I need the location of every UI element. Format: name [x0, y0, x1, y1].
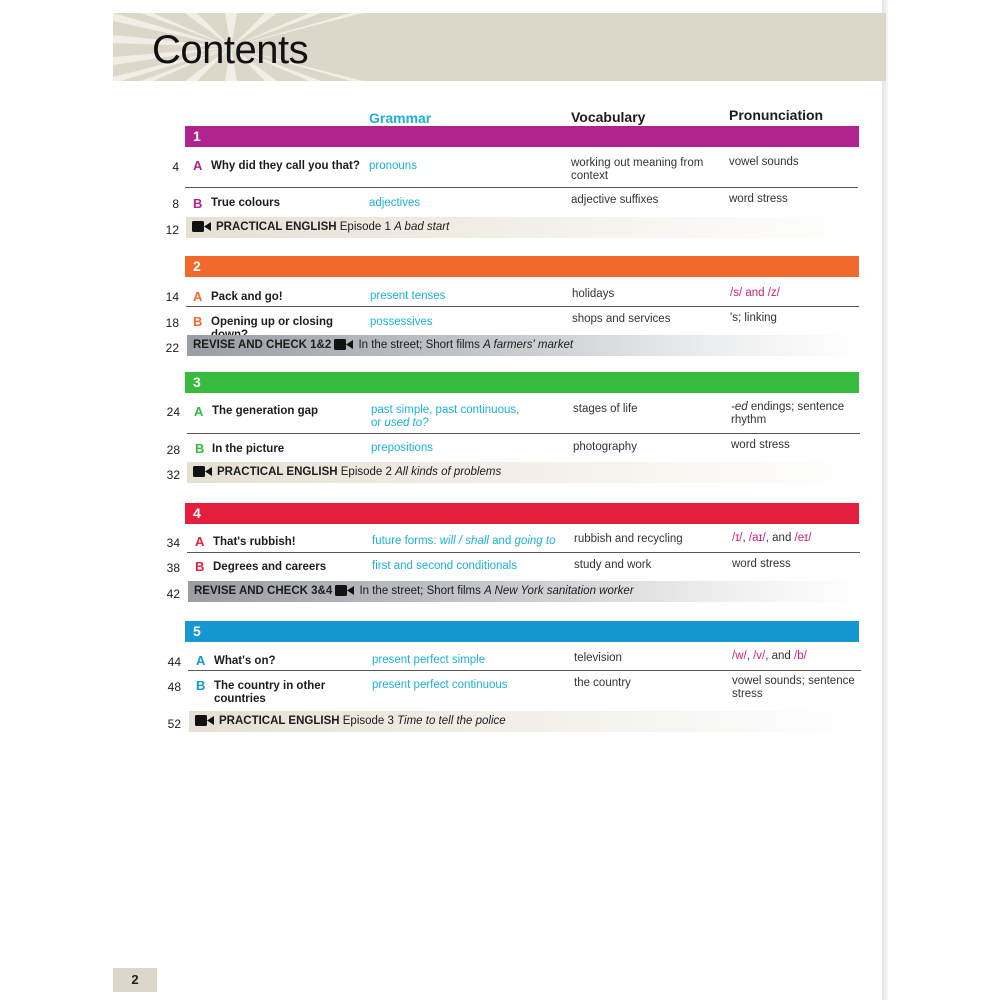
- lesson-letter: B: [196, 678, 206, 693]
- lesson-title: Opening up or closing: [211, 316, 334, 328]
- lesson-title: The generation gap: [212, 405, 319, 417]
- lesson-grammar: past simple, past continuous, or used to?: [371, 404, 520, 429]
- lesson-grammar: possessives: [370, 316, 433, 328]
- revise-and-check-row: [187, 335, 859, 356]
- page-number: 2: [113, 968, 157, 992]
- column-header-vocabulary: Vocabulary: [571, 109, 646, 125]
- video-camera-icon: [334, 339, 353, 350]
- page-ref: 42: [166, 587, 180, 601]
- lesson-pronunciation: vowel sounds: [729, 156, 799, 168]
- section-label: REVISE AND CHECK 1&2: [193, 339, 332, 351]
- lesson-letter: A: [193, 158, 203, 173]
- page-ref: 14: [165, 290, 179, 304]
- lesson-vocabulary: study and work: [574, 559, 652, 571]
- page-ref: 34: [166, 536, 180, 550]
- row-divider: [187, 552, 860, 553]
- lesson-grammar: present tenses: [370, 290, 446, 302]
- lesson-letter: B: [193, 314, 203, 329]
- lesson-grammar: present perfect simple: [372, 654, 486, 666]
- lesson-title: Degrees and careers: [213, 561, 327, 573]
- unit-bar-4: [185, 503, 859, 524]
- unit-number: 4: [193, 505, 201, 521]
- lesson-vocabulary: holidays: [572, 288, 615, 300]
- lesson-title: That's rubbish!: [213, 536, 296, 548]
- revise-and-check-row: [188, 581, 860, 602]
- page-ref: 28: [166, 443, 180, 457]
- section-text: Episode 1: [339, 221, 391, 233]
- lesson-letter: A: [194, 404, 204, 419]
- lesson-grammar: first and second conditionals: [372, 560, 518, 572]
- page-edge-shadow: [882, 0, 888, 1000]
- unit-number: 1: [193, 128, 201, 144]
- section-film-title: A farmers' market: [483, 339, 574, 351]
- lesson-grammar: prepositions: [371, 442, 434, 454]
- lesson-vocabulary: photography: [573, 441, 637, 453]
- row-divider: [187, 433, 860, 434]
- row-divider: [186, 306, 859, 307]
- lesson-pronunciation: /s/ and /z/: [730, 287, 780, 299]
- lesson-vocabulary: rubbish and recycling: [574, 533, 683, 545]
- lesson-vocabulary: stages of life: [573, 403, 638, 415]
- lesson-title: Why did they call you that?: [211, 160, 360, 172]
- lesson-letter: A: [195, 534, 205, 549]
- lesson-pronunciation: word stress: [729, 193, 788, 205]
- page-ref: 38: [166, 561, 180, 575]
- page-ref: 4: [172, 160, 179, 174]
- lesson-vocabulary: working out meaning from context: [571, 157, 704, 182]
- section-episode-title: Time to tell the police: [397, 715, 506, 727]
- lesson-title: The country in other countries: [214, 680, 326, 705]
- lesson-vocabulary: shops and services: [572, 313, 671, 325]
- column-header-grammar: Grammar: [369, 110, 432, 126]
- practical-english-row: [187, 462, 859, 483]
- lesson-pronunciation: /w/, /v/, and /b/: [732, 650, 807, 662]
- video-camera-icon: [195, 715, 214, 726]
- lesson-pronunciation: -ed endings; sentence rhythm: [731, 401, 845, 426]
- video-camera-icon: [193, 466, 212, 477]
- unit-bar-1: [185, 126, 859, 147]
- lesson-letter: A: [193, 289, 203, 304]
- practical-english-row: [186, 217, 858, 238]
- section-episode-title: All kinds of problems: [395, 466, 502, 478]
- page-ref: 44: [167, 655, 181, 669]
- lesson-title: Pack and go!: [211, 291, 283, 303]
- page-ref: 52: [167, 717, 181, 731]
- lesson-letter: A: [196, 653, 206, 668]
- lesson-pronunciation: 's; linking: [730, 312, 777, 324]
- unit-number: 2: [193, 258, 201, 274]
- lesson-pronunciation: /ɪ/, /aɪ/, and /eɪ/: [732, 532, 812, 544]
- section-text: In the street; Short films: [358, 339, 480, 351]
- lesson-title: True colours: [211, 197, 281, 209]
- page-ref: 8: [172, 197, 179, 211]
- column-header-pronunciation: Pronunciation: [729, 107, 824, 123]
- section-label: PRACTICAL ENGLISH: [219, 715, 340, 727]
- section-label: PRACTICAL ENGLISH: [217, 466, 338, 478]
- lesson-letter: B: [195, 441, 205, 456]
- video-camera-icon: [192, 221, 211, 232]
- section-label: REVISE AND CHECK 3&4: [194, 585, 333, 597]
- lesson-title: What's on?: [214, 655, 276, 667]
- unit-bar-2: [185, 256, 859, 277]
- video-camera-icon: [335, 585, 354, 596]
- lesson-pronunciation: vowel sounds; sentence stress: [732, 675, 855, 700]
- page-ref: 48: [167, 680, 181, 694]
- lesson-letter: B: [193, 196, 203, 211]
- lesson-vocabulary: the country: [574, 677, 631, 689]
- lesson-title: In the picture: [212, 443, 285, 455]
- lesson-grammar: future forms: will / shall and going to: [372, 535, 556, 547]
- page-ref: 12: [165, 223, 179, 237]
- lesson-vocabulary: adjective suffixes: [571, 194, 659, 206]
- section-label: PRACTICAL ENGLISH: [216, 221, 337, 233]
- section-text: Episode 2: [340, 466, 392, 478]
- section-text: In the street; Short films: [359, 585, 481, 597]
- unit-bar-5: [185, 621, 859, 642]
- page-ref: 24: [166, 405, 180, 419]
- page-ref: 32: [166, 468, 180, 482]
- unit-bar-3: [185, 372, 859, 393]
- lesson-letter: B: [195, 559, 205, 574]
- practical-english-row: [189, 711, 861, 732]
- unit-number: 3: [193, 374, 201, 390]
- lesson-pronunciation: word stress: [732, 558, 791, 570]
- row-divider: [185, 187, 858, 188]
- section-text: Episode 3: [342, 715, 394, 727]
- section-film-title: A New York sanitation worker: [484, 585, 634, 597]
- unit-number: 5: [193, 623, 201, 639]
- section-episode-title: A bad start: [394, 221, 450, 233]
- row-divider: [188, 670, 861, 671]
- lesson-grammar: pronouns: [369, 160, 417, 172]
- lesson-grammar: adjectives: [369, 197, 421, 209]
- page-title: Contents: [152, 28, 309, 72]
- lesson-pronunciation: word stress: [731, 439, 790, 451]
- page-ref: 22: [165, 341, 179, 355]
- page-ref: 18: [165, 316, 179, 330]
- lesson-grammar: present perfect continuous: [372, 679, 508, 691]
- lesson-vocabulary: television: [574, 652, 622, 664]
